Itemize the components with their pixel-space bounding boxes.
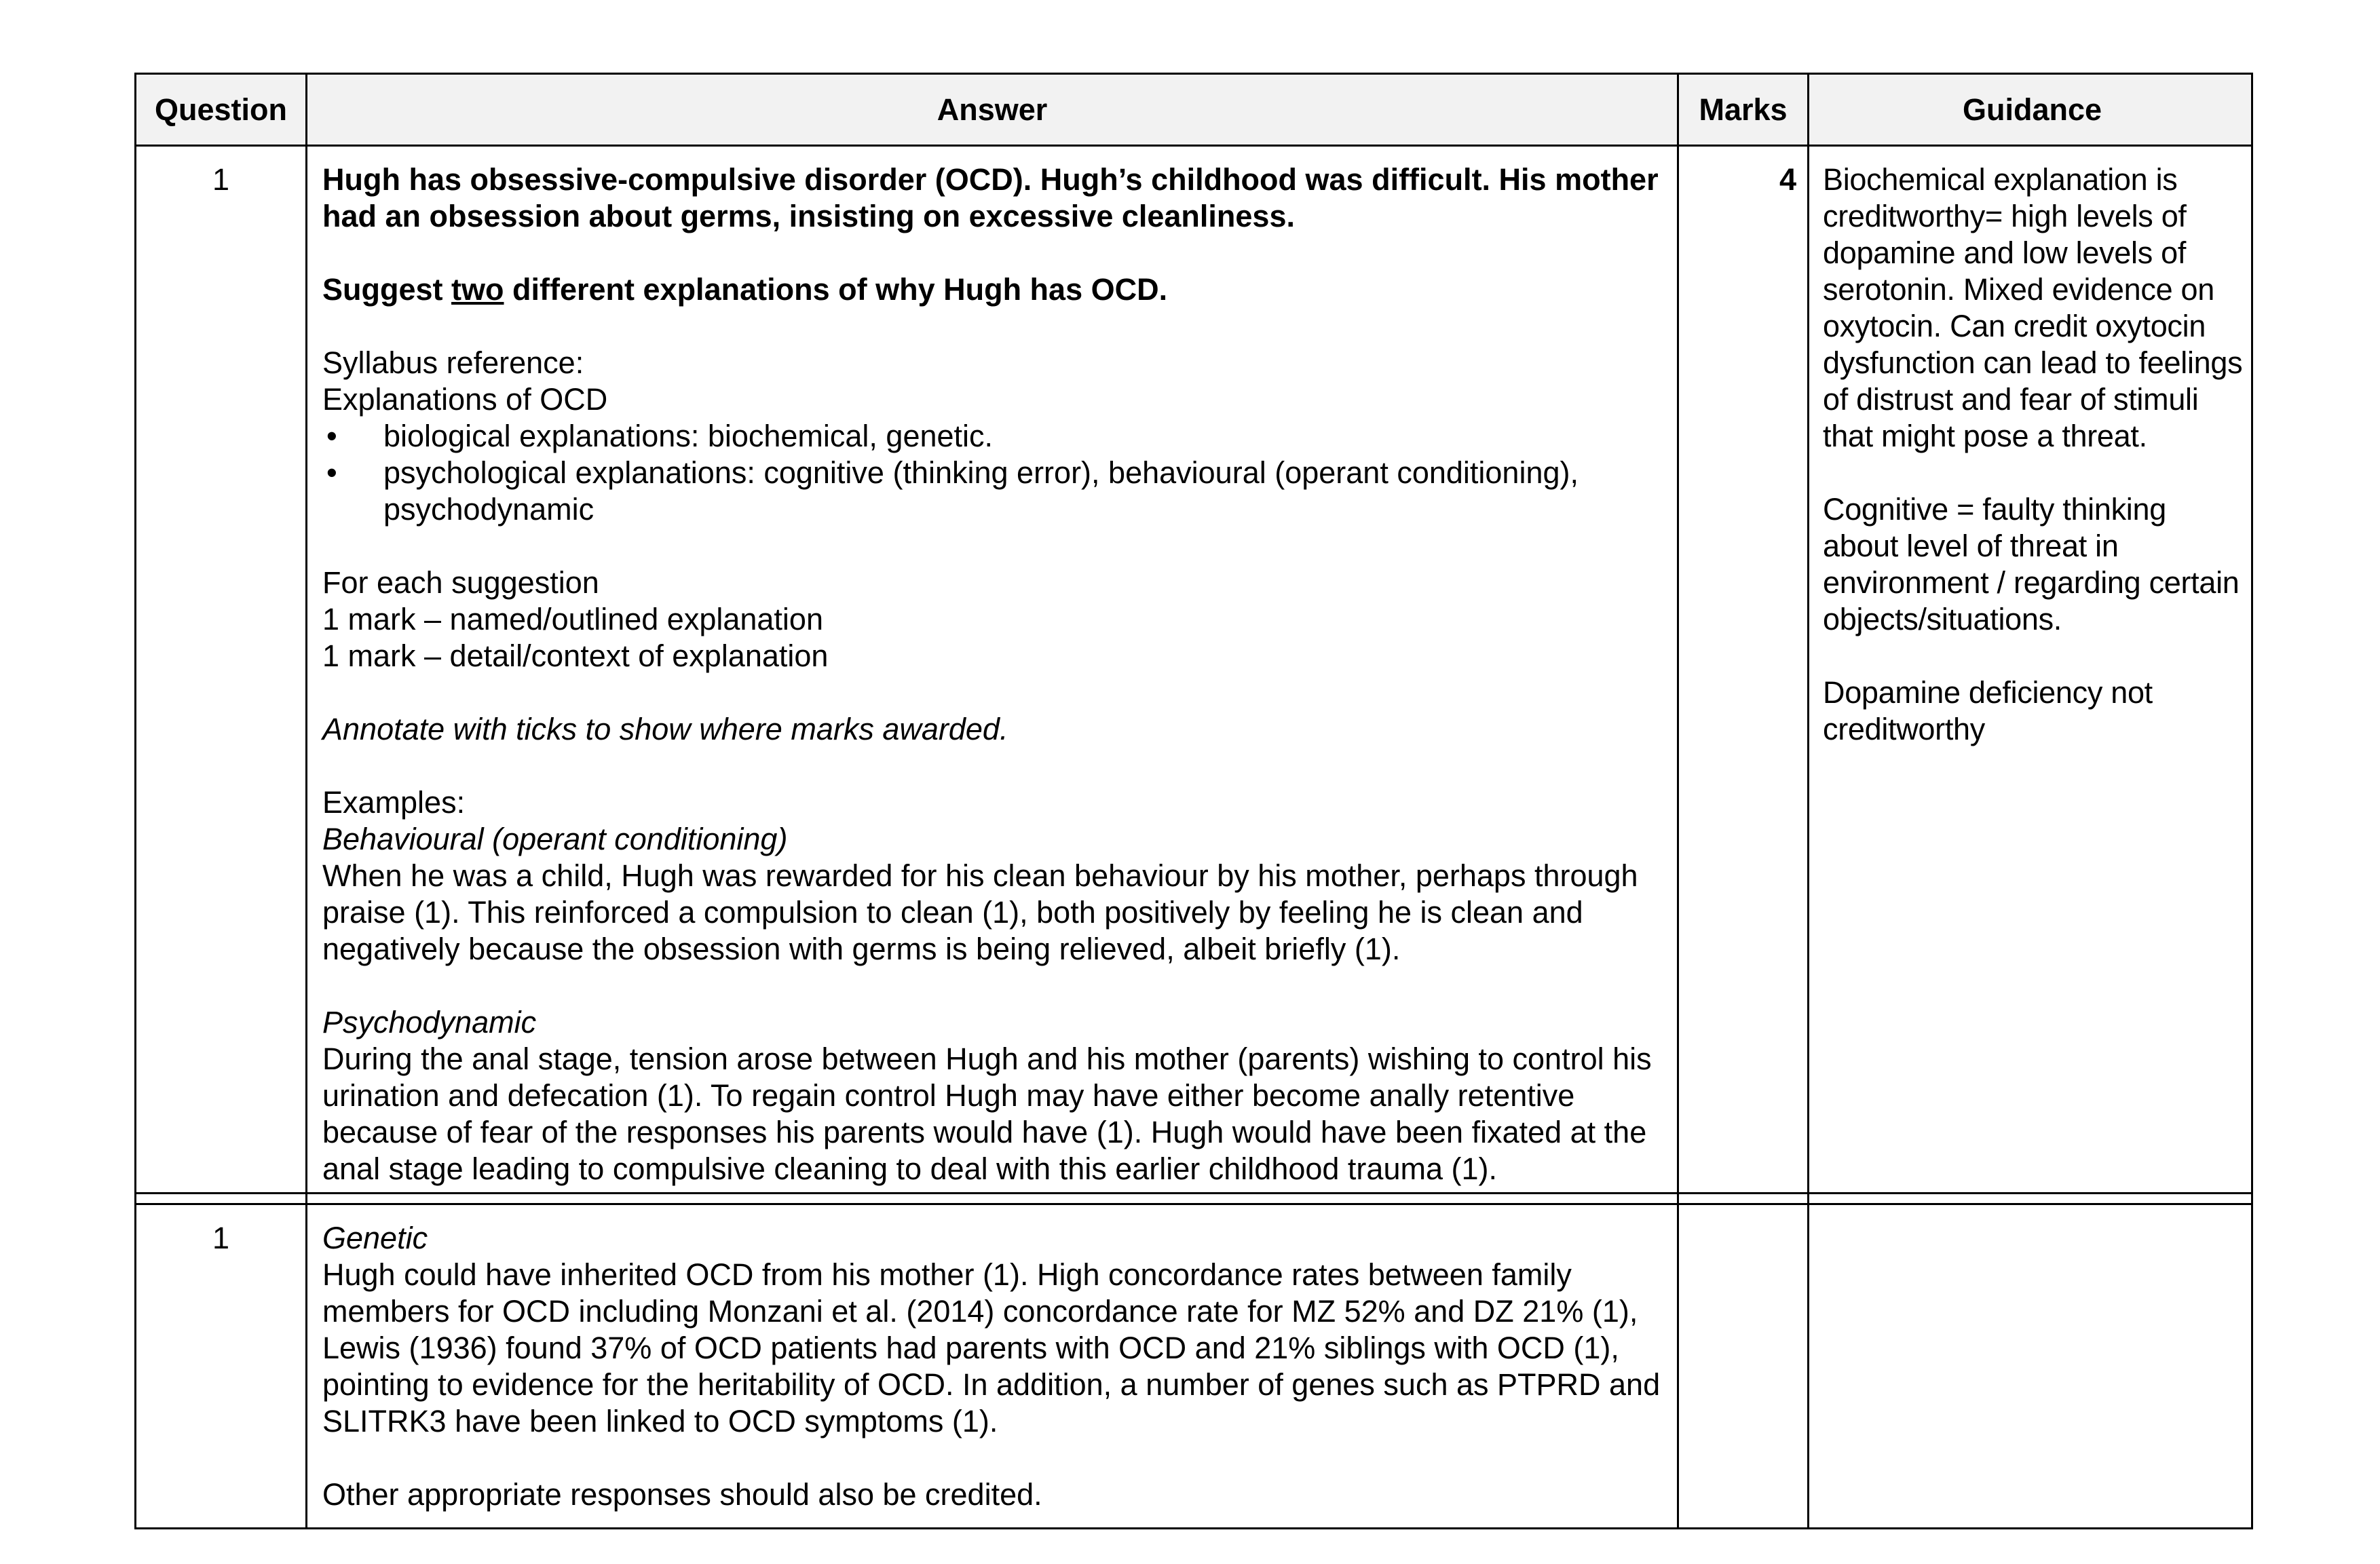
question-stem: Hugh has obsessive-compulsive disorder (OCD). Hugh’s childhood was difficult. His mother had an obsession about germs, insisting on excessive cleanliness. <box>322 162 1659 233</box>
task-text-underlined: two <box>451 272 504 307</box>
scheme-mark-1: 1 mark – named/outlined explanation <box>322 602 823 636</box>
syllabus-bullet-text: biological explanations: biochemical, genetic. <box>383 419 994 453</box>
header-answer: Answer <box>307 75 1679 145</box>
example-text-psychodynamic: During the anal stage, tension arose between Hugh and his mother (parents) wishing to control his urination and defecation (1). To regain control Hugh may have either become anally retentive because of fear of the responses his parents would have (1). Hugh would have been fixated at the anal stage leading to compulsive cleaning to deal with this earlier childhood trauma (1). <box>322 1042 1652 1186</box>
guidance-dopamine: Dopamine deficiency not creditworthy <box>1823 675 2153 746</box>
list-item <box>322 455 1663 528</box>
list-item <box>322 418 1663 455</box>
header-question: Question <box>136 75 307 145</box>
syllabus-bullet-list <box>322 418 1663 528</box>
marks-cell-empty <box>1679 1205 1809 1527</box>
examples-heading: Examples: <box>322 785 466 820</box>
table-row <box>136 1205 2251 1527</box>
syllabus-heading: Syllabus reference: <box>322 345 584 380</box>
guidance-biochemical: Biochemical explanation is creditworthy= high levels of dopamine and low levels of serotonin. Mixed evidence on oxytocin. Can credit oxytocin dysfunction can lead to feelings of distrust and fear of stimuli that might pose a threat. <box>1823 162 2243 453</box>
example-title-psychodynamic: Psychodynamic <box>322 1005 537 1040</box>
question-number: 1 <box>136 147 307 1192</box>
question-number: 1 <box>136 1205 307 1527</box>
syllabus-topic: Explanations of OCD <box>322 382 608 417</box>
annotate-note: Annotate with ticks to show where marks awarded. <box>322 712 1008 746</box>
guidance-cognitive: Cognitive = faulty thinking about level of threat in environment / regarding certain objects/situations. <box>1823 492 2240 636</box>
bullet-icon: • <box>326 455 337 490</box>
task-text-after: different explanations of why Hugh has OCD. <box>504 272 1168 307</box>
answer-cell <box>307 147 1679 1192</box>
example-title-genetic: Genetic <box>322 1221 428 1255</box>
guidance-cell <box>1809 147 2255 1192</box>
syllabus-bullet-text: psychological explanations: cognitive (thinking error), behavioural (operant conditioning), psychodynamic <box>383 455 1579 527</box>
guidance-cell-empty <box>1809 1205 2255 1527</box>
example-text-behavioural: When he was a child, Hugh was rewarded for his clean behaviour by his mother, perhaps through praise (1). This reinforced a compulsion to clean (1), both positively by feeling he is clean and negatively because the obsession with germs is being relieved, albeit briefly (1). <box>322 858 1638 966</box>
example-text-genetic: Hugh could have inherited OCD from his mother (1). High concordance rates between family members for OCD including Monzani et al. (2014) concordance rate for MZ 52% and DZ 21% (1), Lewis (1936) found 37% of OCD patients had parents with OCD and 21% siblings with OCD (1), pointing to evidence for the heritability of OCD. In addition, a number of genes such as PTPRD and SLITRK3 have been linked to OCD symptoms (1). <box>322 1257 1661 1438</box>
row-divider <box>136 1192 2251 1205</box>
mark-scheme-table <box>134 73 2253 1529</box>
question-task <box>322 271 1663 308</box>
example-title-behavioural: Behavioural (operant conditioning) <box>322 822 788 856</box>
header-guidance: Guidance <box>1962 92 2102 127</box>
marks-value: 4 <box>1679 147 1809 1192</box>
bullet-icon: • <box>326 419 337 453</box>
scheme-heading: For each suggestion <box>322 565 599 600</box>
answer-cell <box>307 1205 1679 1527</box>
task-text-before: Suggest <box>322 272 452 307</box>
closing-note: Other appropriate responses should also be credited. <box>322 1477 1042 1512</box>
table-header-row <box>136 75 2251 147</box>
scheme-mark-2: 1 mark – detail/context of explanation <box>322 638 829 673</box>
header-marks: Marks <box>1679 75 1809 145</box>
table-row <box>136 147 2251 1192</box>
